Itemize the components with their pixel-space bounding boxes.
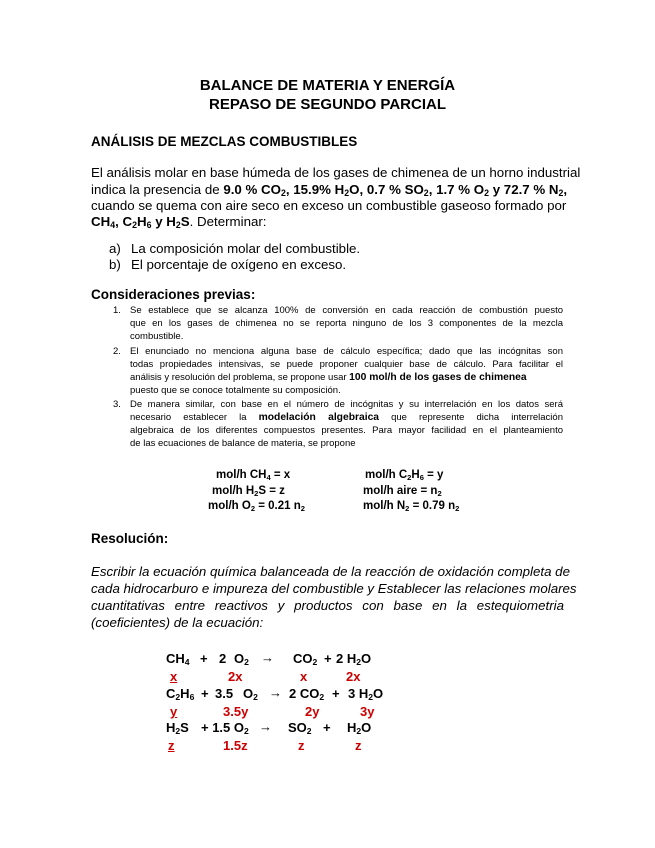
title-line-2: REPASO DE SEGUNDO PARCIAL bbox=[209, 96, 446, 113]
reaction-3-stoich-h2o: z bbox=[355, 738, 362, 753]
consideration-3-number: 3. bbox=[113, 399, 121, 410]
resolution-heading: Resolución: bbox=[91, 531, 169, 546]
reaction-1-ch4: $CH_4$ bbox=[166, 651, 190, 667]
reaction-1-stoich-co2: x bbox=[300, 669, 308, 684]
resolution-line-4: (coeficientes) de la ecuación: bbox=[91, 615, 264, 630]
consideration-3-line-4: de las ecuaciones de balance de materia, se propone bbox=[130, 438, 356, 449]
resolution-line-2: cada hidrocarburo e impureza del combustible y Establecer las relaciones molares bbox=[91, 581, 577, 596]
reaction-2-stoich-y: y bbox=[170, 704, 178, 719]
reaction-3-plus-o2: + 1.5 $O_2$ bbox=[201, 720, 249, 736]
consideration-2-line-1: El enunciado no menciona alguna base de cálculo específica; dado que las incógnitas son bbox=[130, 346, 563, 357]
reaction-2-coef-o2: 3.5 bbox=[215, 686, 234, 701]
task-a-text: La composición molar del combustible. bbox=[131, 241, 361, 256]
var-c2h6: mol/h $C_2H_6 = y$ bbox=[365, 469, 444, 482]
consideration-2-line-3: análisis y resolución del problema, se propone usar 100 mol/h de los gases de chimenea bbox=[130, 372, 527, 383]
var-ch4: mol/h $CH_4 = x$ bbox=[216, 469, 291, 482]
consideration-3-line-1: De manera similar, con base en el número de incógnitas y su interrelación en los datos será bbox=[130, 399, 563, 410]
var-h2s: mol/h $H_2S = z$ bbox=[212, 485, 285, 498]
consideration-2-number: 2. bbox=[113, 346, 121, 357]
intro-line-2: indica la presencia de 9.0 % $CO_2$, 15.9% $H_2O$, 0.7 % $SO_2$, 1.7 % $O_2$ y 72.7 % $N_2$, bbox=[91, 182, 568, 198]
reaction-1-plus: + bbox=[200, 651, 208, 666]
reaction-2-plus: + bbox=[201, 686, 209, 701]
reaction-3-stoich-so2: z bbox=[298, 738, 305, 753]
consideration-3-line-2: necesario establecer la modelación algebraica que represente dicha interrelación bbox=[130, 412, 563, 423]
reaction-3-h2s: $H_2S$ bbox=[166, 720, 189, 736]
reaction-1-stoich-2x: 2x bbox=[228, 669, 243, 684]
reaction-2-h2o: 3 $H_2O$ bbox=[348, 686, 384, 702]
task-b-text: El porcentaje de oxígeno en exceso. bbox=[131, 257, 347, 272]
reaction-1-plus-2: + bbox=[324, 651, 332, 666]
consideration-1-line-2: que en los gases de chimenea no se reporta ninguno de los 3 componentes de la mezcla bbox=[130, 318, 563, 329]
reaction-3-arrow-icon: → bbox=[259, 719, 272, 734]
consideration-1-line-3: combustible. bbox=[130, 331, 184, 342]
reaction-3-so2: $SO_2$ bbox=[288, 720, 312, 736]
reaction-2-stoich-3y: 3y bbox=[360, 704, 375, 719]
reaction-3-plus-2: + bbox=[323, 720, 331, 735]
reaction-3-stoich-1-5z: 1.5z bbox=[223, 738, 248, 753]
resolution-line-3: cuantitativas entre reactivos y productos con base en la estequiometria bbox=[91, 598, 564, 613]
intro-line-4: $CH_4$, $C_2H_6$ y $H_2S$. Determinar: bbox=[91, 214, 267, 230]
var-o2: mol/h $O_2 = 0.21$ $n_2$ bbox=[208, 500, 305, 513]
var-n2: mol/h $N_2 = 0.79$ $n_2$ bbox=[363, 500, 460, 513]
intro-line-1: El análisis molar en base húmeda de los gases de chimenea de un horno industrial bbox=[91, 165, 581, 180]
reaction-2-plus-2: + bbox=[332, 686, 340, 701]
reaction-2-stoich-3-5y: 3.5y bbox=[223, 704, 249, 719]
reaction-2-co2: 2 $CO_2$ bbox=[289, 686, 325, 702]
reaction-1-h2o: 2 $H_2O$ bbox=[336, 651, 372, 667]
resolution-line-1: Escribir la ecuación química balanceada de la reacción de oxidación completa de bbox=[91, 564, 570, 579]
task-b-marker: b) bbox=[109, 257, 121, 272]
consideration-3-line-3: algebraica de los diferentes compuestos presentes. Para mayor facilidad en el planteamiento bbox=[130, 425, 563, 436]
consideration-2-line-2: todas propiedades intensivas, se puede proponer cualquier base de cálculo. Para facilitar el bbox=[130, 359, 563, 370]
consideration-2-line-4: puesto que se conoce totalmente su composición. bbox=[130, 385, 341, 396]
reaction-2-o2: $O_2$ bbox=[243, 686, 258, 702]
section-heading: ANÁLISIS DE MEZCLAS COMBUSTIBLES bbox=[91, 134, 358, 149]
reaction-2-c2h6: $C_2H_6$ bbox=[166, 686, 195, 702]
consideration-1-number: 1. bbox=[113, 305, 121, 316]
reaction-1-coef-o2: 2 bbox=[219, 651, 227, 666]
reaction-2-stoich-2y: 2y bbox=[305, 704, 320, 719]
reaction-1-stoich-x: x bbox=[170, 669, 178, 684]
reaction-3-stoich-z: z bbox=[168, 738, 175, 753]
reaction-1-arrow-icon: → bbox=[261, 650, 274, 665]
reaction-3-h2o: $H_2O$ bbox=[347, 720, 372, 736]
consideration-1-line-1: Se establece que se alcanza 100% de conversión en cada reacción de combustión puesto bbox=[130, 305, 563, 316]
task-a-marker: a) bbox=[109, 241, 121, 256]
considerations-heading: Consideraciones previas: bbox=[91, 287, 256, 302]
reaction-1-o2: $O_2$ bbox=[234, 651, 249, 667]
title-line-1: BALANCE DE MATERIA Y ENERGÍA bbox=[199, 77, 456, 94]
reaction-1-stoich-h2o: 2x bbox=[346, 669, 361, 684]
var-aire: mol/h aire = $n_2$ bbox=[363, 485, 442, 498]
reaction-1-co2: $CO_2$ bbox=[293, 651, 318, 667]
intro-line-3: cuando se quema con aire seco en exceso un combustible gaseoso formado por bbox=[91, 198, 567, 213]
reaction-2-arrow-icon: → bbox=[269, 685, 282, 700]
